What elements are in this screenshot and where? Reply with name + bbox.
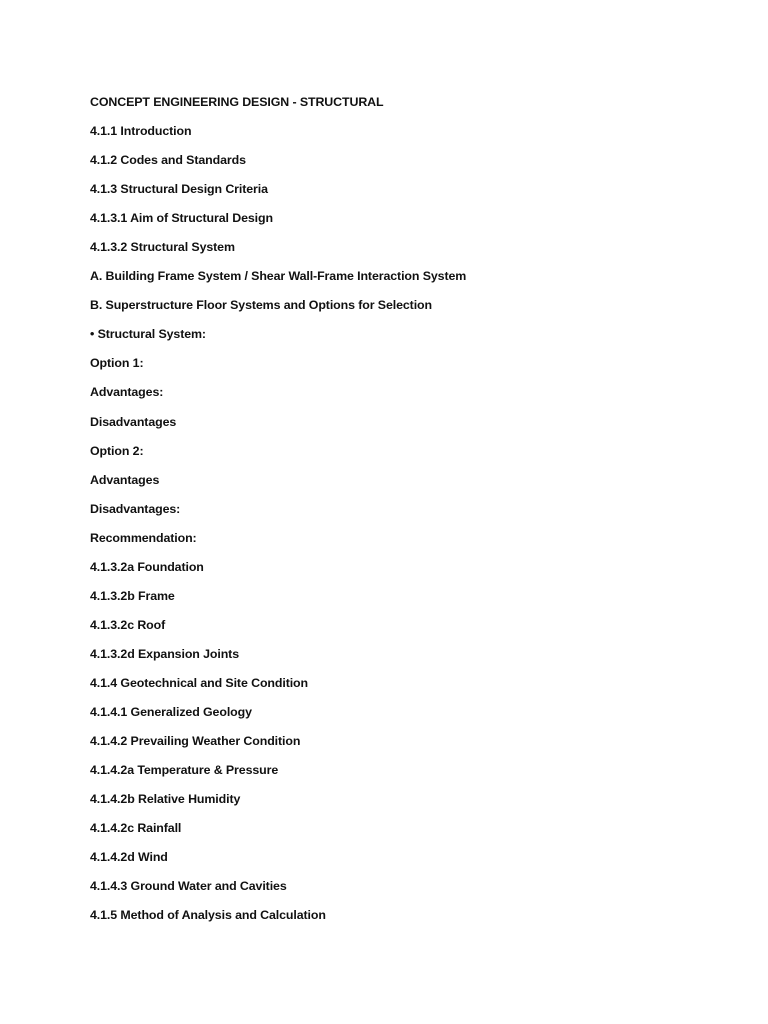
option-2-disadvantages: Disadvantages: <box>90 501 181 516</box>
bullet-structural-system: • Structural System: <box>90 327 206 342</box>
outline-list <box>90 93 466 935</box>
heading-expansion-joints: 4.1.3.2d Expansion Joints <box>90 646 239 661</box>
heading-generalized-geology: 4.1.4.1 Generalized Geology <box>90 704 252 719</box>
heading-superstructure-floor-systems: B. Superstructure Floor Systems and Options for Selection <box>90 298 432 313</box>
heading-aim-structural-design: 4.1.3.1 Aim of Structural Design <box>90 211 273 226</box>
option-1-advantages: Advantages: <box>90 385 164 400</box>
heading-codes-standards: 4.1.2 Codes and Standards <box>90 153 246 168</box>
heading-structural-design-criteria: 4.1.3 Structural Design Criteria <box>90 182 268 197</box>
heading-wind: 4.1.4.2d Wind <box>90 850 168 865</box>
heading-geotechnical-site-condition: 4.1.4 Geotechnical and Site Condition <box>90 675 308 690</box>
heading-foundation: 4.1.3.2a Foundation <box>90 559 204 574</box>
heading-structural-system: 4.1.3.2 Structural System <box>90 240 235 255</box>
option-2-advantages: Advantages <box>90 472 160 487</box>
option-1-disadvantages: Disadvantages <box>90 414 177 429</box>
heading-ground-water-cavities: 4.1.4.3 Ground Water and Cavities <box>90 879 287 894</box>
heading-prevailing-weather: 4.1.4.2 Prevailing Weather Condition <box>90 734 301 749</box>
document-title: CONCEPT ENGINEERING DESIGN - STRUCTURAL <box>90 95 384 109</box>
heading-roof: 4.1.3.2c Roof <box>90 617 166 632</box>
heading-frame: 4.1.3.2b Frame <box>90 588 175 603</box>
recommendation-label: Recommendation: <box>90 530 197 545</box>
heading-temperature-pressure: 4.1.4.2a Temperature & Pressure <box>90 763 279 778</box>
heading-introduction: 4.1.1 Introduction <box>90 124 192 139</box>
heading-relative-humidity: 4.1.4.2b Relative Humidity <box>90 792 241 807</box>
option-2-label: Option 2: <box>90 443 144 458</box>
heading-building-frame-system: A. Building Frame System / Shear Wall-Frame Interaction System <box>90 269 467 284</box>
heading-method-analysis-calculation: 4.1.5 Method of Analysis and Calculation <box>90 908 326 923</box>
heading-rainfall: 4.1.4.2c Rainfall <box>90 821 182 836</box>
option-1-label: Option 1: <box>90 356 144 371</box>
